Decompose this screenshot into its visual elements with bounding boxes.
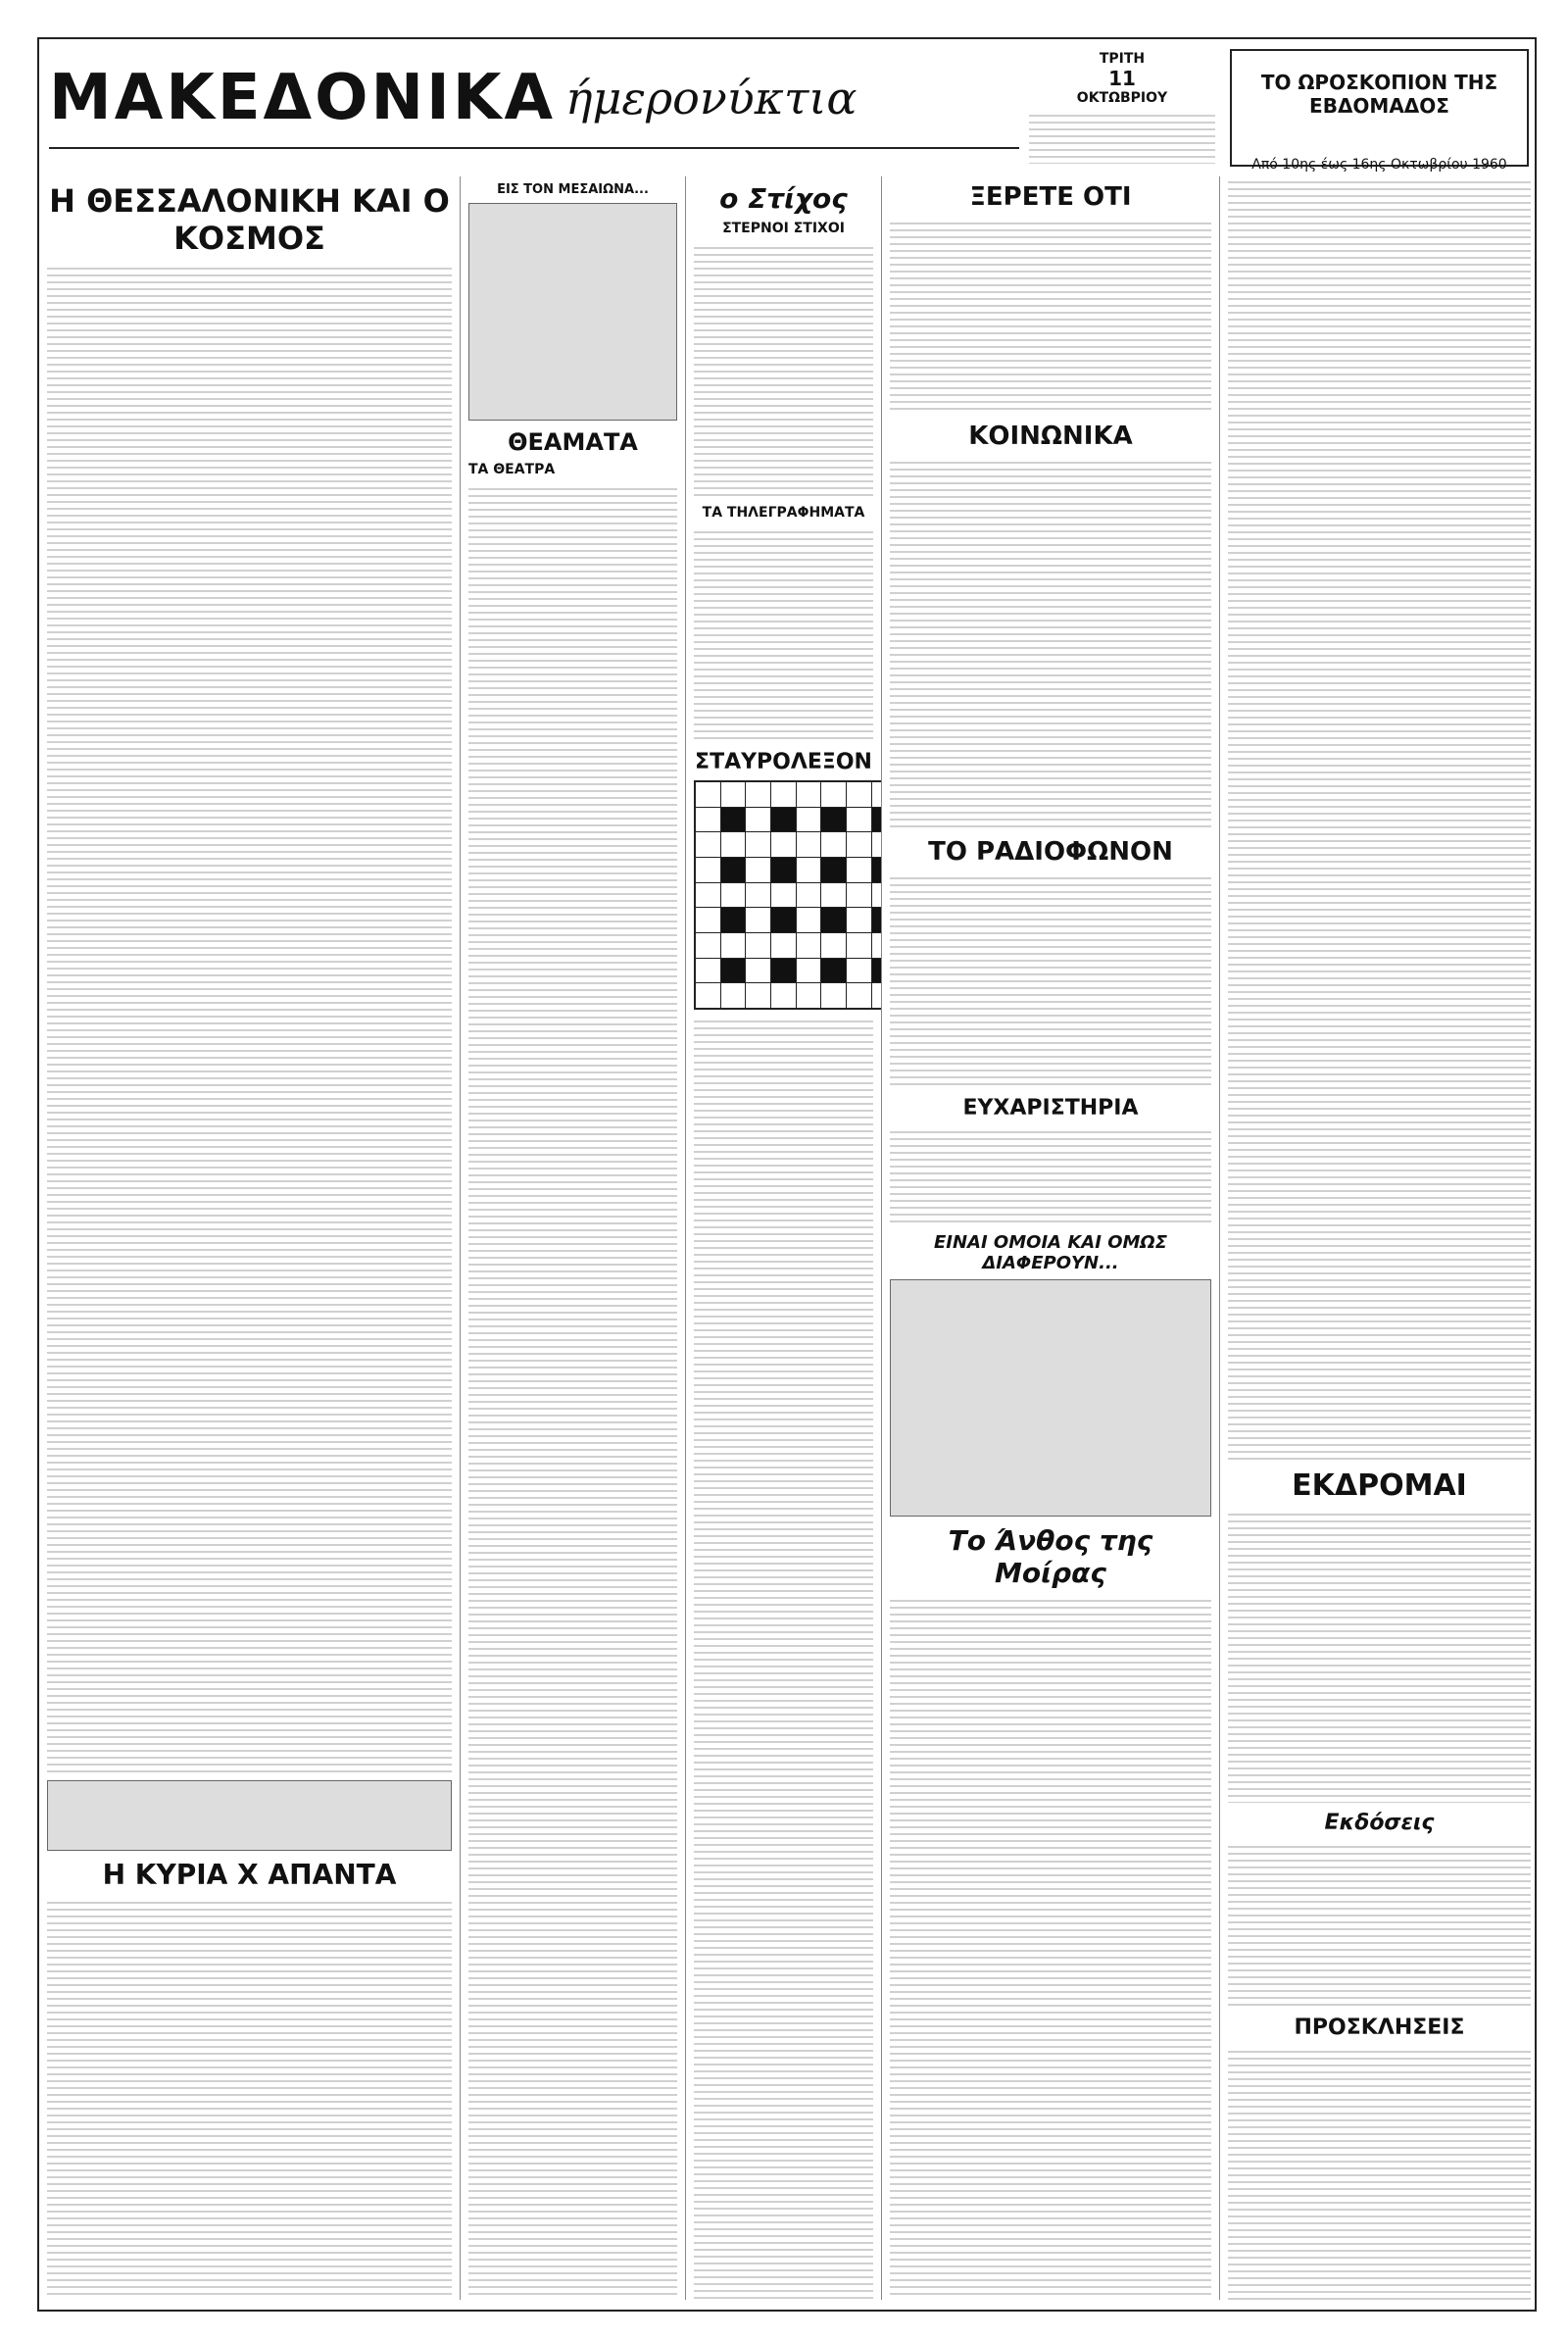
crossword-cell (771, 883, 796, 908)
crossword-cell (721, 782, 746, 807)
headline-tilegrafimata: ΤΑ ΤΗΛΕΓΡΑΦΗΜΑΤΑ (702, 505, 865, 521)
article-body (1228, 2046, 1531, 2300)
serial-body (890, 1595, 1211, 2300)
headline-ekdromai: ΕΚΔΡΟΜΑΙ (1292, 1468, 1467, 1503)
crossword-cell (696, 782, 720, 807)
crossword-cell (771, 782, 796, 807)
radio-schedule (890, 872, 1211, 1088)
headline-stixos: ο Στίχος (719, 182, 848, 215)
horoscope-body (1228, 176, 1531, 1461)
crossword-cell (872, 832, 882, 857)
crossword-cell (821, 808, 846, 832)
crossword-clues (694, 1016, 873, 2300)
crossword-cell (847, 883, 871, 908)
masthead-title: ΜΑΚΕΔΟΝΙΚΑ (49, 62, 556, 134)
column-2 (461, 176, 686, 2300)
crossword-cell (872, 782, 882, 807)
crossword-cell (771, 908, 796, 932)
crossword-cell (847, 858, 871, 882)
crossword-cell (746, 808, 770, 832)
horoscope-title: ΤΟ ΩΡΟΣΚΟΠΙΟΝ ΤΗΣ ΕΒΔΟΜΑΔΟΣ (1260, 71, 1498, 118)
crossword-cell (746, 883, 770, 908)
headline-thessaloniki: Η ΘΕΣΣΑΛΟΝΙΚΗ ΚΑΙ Ο ΚΟΣΜΟΣ (49, 182, 450, 257)
crossword-cell (847, 983, 871, 1008)
crossword-cell (821, 832, 846, 857)
listings-body (468, 483, 677, 2300)
crossword-cell (821, 983, 846, 1008)
column-1 (39, 176, 461, 2300)
headline-eucharistiria: ΕΥΧΑΡΙΣΤΗΡΙΑ (962, 1096, 1139, 1120)
newspaper-page (37, 37, 1537, 2312)
crossword-cell (821, 858, 846, 882)
crossword-cell (821, 883, 846, 908)
masthead (49, 49, 1019, 149)
crossword-cell (746, 858, 770, 882)
date-box (1029, 51, 1215, 169)
crossword-cell (696, 808, 720, 832)
crossword-cell (797, 782, 821, 807)
horoscope-period: Από 10ης έως 16ης Οκτωβρίου 1960 (1251, 157, 1507, 173)
poem-body (694, 242, 873, 497)
crossword-cell (746, 959, 770, 983)
headline-radiofonon: ΤΟ ΡΑΔΙΟΦΩΝΟΝ (928, 837, 1173, 867)
date-details (1029, 110, 1215, 164)
article-body (890, 457, 1211, 829)
column-5 (1220, 176, 1537, 2300)
crossword-cell (847, 908, 871, 932)
crossword-cell (872, 959, 882, 983)
crossword-cell (797, 832, 821, 857)
column-3 (686, 176, 882, 2300)
subhead-theatra: ΤΑ ΘΕΑΤΡΑ (468, 462, 556, 477)
month: ΟΚΤΩΒΡΙΟΥ (1076, 90, 1168, 106)
crossword-cell (746, 832, 770, 857)
article-body (694, 526, 873, 742)
article-body (47, 263, 452, 1772)
crossword-cell (721, 808, 746, 832)
crossword-cell (696, 832, 720, 857)
masthead-subtitle: ήμερονύκτια (564, 72, 858, 124)
headline-kyria-x: Η ΚΥΡΙΑ Χ ΑΠΑΝΤΑ (102, 1859, 397, 1891)
crossword-cell (872, 908, 882, 932)
crossword-cell (721, 832, 746, 857)
crossword-cell (847, 933, 871, 958)
crossword-cell (847, 808, 871, 832)
crossword-cell (872, 933, 882, 958)
crossword-cell (821, 782, 846, 807)
headline-prosklisis: ΠΡΟΣΚΛΗΣΕΙΣ (1294, 2016, 1465, 2040)
crossword-cell (821, 933, 846, 958)
crossword-cell (771, 808, 796, 832)
crossword-cell (746, 782, 770, 807)
crossword-cell (746, 908, 770, 932)
crossword-cell (771, 858, 796, 882)
crossword-cell (721, 858, 746, 882)
crossword-cell (797, 858, 821, 882)
crossword-cell (797, 883, 821, 908)
article-body (1228, 1509, 1531, 1803)
day: 11 (1108, 67, 1136, 90)
crossword-cell (746, 983, 770, 1008)
crossword-cell (696, 858, 720, 882)
article-body (890, 1126, 1211, 1224)
cartoon-illustration (468, 203, 677, 421)
crossword-cell (696, 959, 720, 983)
crossword-cell (721, 933, 746, 958)
headline-xerete-oti: ΞΕΡΕΤΕ ΟΤΙ (969, 182, 1132, 212)
crossword-cell (696, 908, 720, 932)
headline-theamata: ΘΕΑΜΑΤΑ (508, 428, 638, 456)
crossword-cell (696, 933, 720, 958)
horoscope-header (1230, 49, 1529, 173)
crossword-cell (797, 933, 821, 958)
crossword-cell (797, 908, 821, 932)
crossword-cell (847, 959, 871, 983)
crossword-cell (771, 983, 796, 1008)
article-body (1228, 1841, 1531, 2008)
headline-omoia: ΕΙΝΑΙ ΟΜΟΙΑ ΚΑΙ ΟΜΩΣ ΔΙΑΦΕΡΟΥΝ... (933, 1232, 1168, 1273)
column-4 (882, 176, 1220, 2300)
spot-difference-illustration (890, 1279, 1211, 1517)
crossword-grid (694, 780, 882, 1010)
article-body (47, 1897, 452, 2300)
crossword-cell (872, 858, 882, 882)
subhead-sternoi-stixoi: ΣΤΕΡΝΟΙ ΣΤΙΧΟΙ (722, 221, 845, 236)
crossword-cell (771, 832, 796, 857)
crossword-cell (797, 983, 821, 1008)
headline-koinonika: ΚΟΙΝΩΝΙΚΑ (968, 422, 1133, 451)
crossword-cell (797, 959, 821, 983)
crossword-cell (821, 908, 846, 932)
crossword-cell (872, 883, 882, 908)
crossword-cell (847, 782, 871, 807)
crossword-cell (746, 933, 770, 958)
crossword-cell (872, 983, 882, 1008)
weekday: ΤΡΙΤΗ (1099, 51, 1146, 67)
crossword-cell (872, 808, 882, 832)
headline-ekdoseis: Εκδόσεις (1324, 1811, 1435, 1835)
crossword-cell (797, 808, 821, 832)
crossword-cell (771, 959, 796, 983)
cupids-illustration (47, 1780, 452, 1851)
crossword-cell (821, 959, 846, 983)
crossword-cell (721, 883, 746, 908)
crossword-cell (771, 933, 796, 958)
headline-stavrolexon: ΣΤΑΥΡΟΛΕΞΟΝ (695, 750, 872, 774)
crossword-cell (696, 983, 720, 1008)
crossword-cell (721, 983, 746, 1008)
crossword-cell (721, 959, 746, 983)
crossword-cell (696, 883, 720, 908)
headline-anthos-moiras: Το Άνθος της Μοίρας (948, 1524, 1153, 1589)
cartoon-title: ΕΙΣ ΤΟΝ ΜΕΣΑΙΩΝΑ... (497, 182, 649, 197)
crossword-cell (847, 832, 871, 857)
article-body (890, 218, 1211, 414)
crossword-cell (721, 908, 746, 932)
